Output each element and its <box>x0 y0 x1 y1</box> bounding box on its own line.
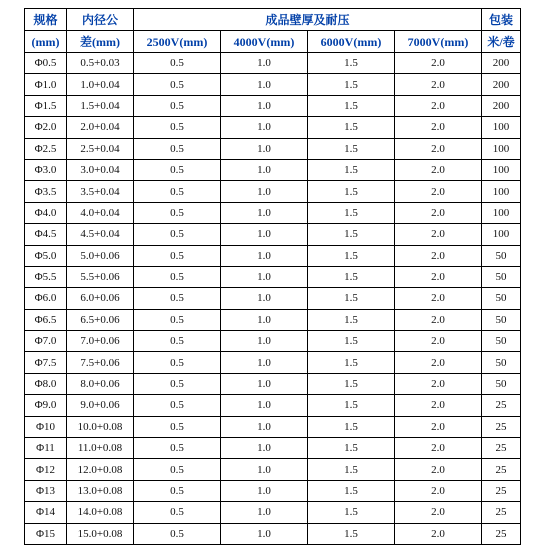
cell-wall-2500: 0.5 <box>134 459 221 480</box>
cell-tolerance: 15.0+0.08 <box>67 523 134 544</box>
cell-wall-4000: 1.0 <box>221 309 308 330</box>
cell-wall-6000: 1.5 <box>308 74 395 95</box>
table-row <box>25 523 521 544</box>
cell-pack: 50 <box>482 266 521 287</box>
cell-wall-6000: 1.5 <box>308 288 395 309</box>
cell-tolerance: 3.5+0.04 <box>67 181 134 202</box>
header-tolerance-top: 内径公 <box>67 9 134 31</box>
header-pack-top: 包装 <box>482 9 521 31</box>
cell-wall-4000: 1.0 <box>221 266 308 287</box>
cell-pack: 100 <box>482 181 521 202</box>
cell-tolerance: 13.0+0.08 <box>67 480 134 501</box>
cell-wall-7000: 2.0 <box>395 159 482 180</box>
cell-spec: Φ9.0 <box>25 395 67 416</box>
cell-wall-7000: 2.0 <box>395 181 482 202</box>
cell-spec: Φ15 <box>25 523 67 544</box>
cell-wall-2500: 0.5 <box>134 53 221 74</box>
cell-wall-2500: 0.5 <box>134 331 221 352</box>
cell-pack: 25 <box>482 502 521 523</box>
cell-tolerance: 12.0+0.08 <box>67 459 134 480</box>
cell-spec: Φ1.0 <box>25 74 67 95</box>
table-row <box>25 309 521 330</box>
spec-table <box>24 8 521 545</box>
cell-spec: Φ3.5 <box>25 181 67 202</box>
cell-wall-6000: 1.5 <box>308 309 395 330</box>
cell-tolerance: 4.5+0.04 <box>67 224 134 245</box>
cell-tolerance: 1.5+0.04 <box>67 95 134 116</box>
cell-pack: 50 <box>482 373 521 394</box>
cell-wall-2500: 0.5 <box>134 181 221 202</box>
cell-wall-7000: 2.0 <box>395 352 482 373</box>
cell-wall-4000: 1.0 <box>221 438 308 459</box>
cell-pack: 200 <box>482 53 521 74</box>
table-row <box>25 373 521 394</box>
table-row <box>25 245 521 266</box>
header-voltage-4000: 4000V(mm) <box>221 31 308 53</box>
cell-wall-7000: 2.0 <box>395 266 482 287</box>
table-row <box>25 480 521 501</box>
table-row <box>25 181 521 202</box>
cell-tolerance: 7.0+0.06 <box>67 331 134 352</box>
cell-wall-4000: 1.0 <box>221 502 308 523</box>
cell-wall-2500: 0.5 <box>134 224 221 245</box>
cell-wall-6000: 1.5 <box>308 138 395 159</box>
cell-wall-4000: 1.0 <box>221 159 308 180</box>
cell-wall-2500: 0.5 <box>134 159 221 180</box>
header-spec-unit: (mm) <box>25 31 67 53</box>
cell-spec: Φ6.0 <box>25 288 67 309</box>
cell-tolerance: 5.0+0.06 <box>67 245 134 266</box>
cell-wall-7000: 2.0 <box>395 459 482 480</box>
cell-wall-7000: 2.0 <box>395 74 482 95</box>
cell-wall-2500: 0.5 <box>134 202 221 223</box>
table-row <box>25 95 521 116</box>
table-row <box>25 266 521 287</box>
cell-wall-4000: 1.0 <box>221 459 308 480</box>
cell-wall-4000: 1.0 <box>221 95 308 116</box>
cell-pack: 100 <box>482 202 521 223</box>
table-row <box>25 288 521 309</box>
table-row <box>25 352 521 373</box>
cell-pack: 100 <box>482 224 521 245</box>
cell-pack: 100 <box>482 159 521 180</box>
cell-pack: 200 <box>482 95 521 116</box>
cell-wall-7000: 2.0 <box>395 395 482 416</box>
header-spec-top: 规格 <box>25 9 67 31</box>
cell-spec: Φ13 <box>25 480 67 501</box>
table-row <box>25 159 521 180</box>
cell-wall-7000: 2.0 <box>395 53 482 74</box>
cell-pack: 50 <box>482 352 521 373</box>
cell-wall-4000: 1.0 <box>221 245 308 266</box>
cell-wall-2500: 0.5 <box>134 352 221 373</box>
cell-wall-2500: 0.5 <box>134 523 221 544</box>
cell-wall-6000: 1.5 <box>308 331 395 352</box>
cell-wall-6000: 1.5 <box>308 416 395 437</box>
cell-spec: Φ5.5 <box>25 266 67 287</box>
table-header <box>25 9 521 53</box>
header-voltage-7000: 7000V(mm) <box>395 31 482 53</box>
cell-wall-7000: 2.0 <box>395 480 482 501</box>
cell-wall-4000: 1.0 <box>221 202 308 223</box>
cell-spec: Φ2.0 <box>25 117 67 138</box>
cell-tolerance: 0.5+0.03 <box>67 53 134 74</box>
cell-spec: Φ14 <box>25 502 67 523</box>
cell-wall-2500: 0.5 <box>134 480 221 501</box>
cell-pack: 25 <box>482 480 521 501</box>
header-wall-title: 成品壁厚及耐压 <box>134 9 482 31</box>
cell-pack: 50 <box>482 331 521 352</box>
cell-wall-4000: 1.0 <box>221 523 308 544</box>
cell-tolerance: 8.0+0.06 <box>67 373 134 394</box>
cell-wall-7000: 2.0 <box>395 202 482 223</box>
cell-spec: Φ8.0 <box>25 373 67 394</box>
cell-wall-4000: 1.0 <box>221 288 308 309</box>
table-row <box>25 202 521 223</box>
cell-tolerance: 4.0+0.04 <box>67 202 134 223</box>
table-row <box>25 502 521 523</box>
cell-wall-2500: 0.5 <box>134 74 221 95</box>
spec-table-container <box>24 8 521 545</box>
cell-wall-2500: 0.5 <box>134 395 221 416</box>
cell-wall-6000: 1.5 <box>308 117 395 138</box>
cell-wall-7000: 2.0 <box>395 95 482 116</box>
cell-wall-4000: 1.0 <box>221 117 308 138</box>
header-voltage-2500: 2500V(mm) <box>134 31 221 53</box>
cell-tolerance: 2.5+0.04 <box>67 138 134 159</box>
table-row <box>25 138 521 159</box>
cell-wall-6000: 1.5 <box>308 245 395 266</box>
cell-wall-4000: 1.0 <box>221 480 308 501</box>
cell-wall-6000: 1.5 <box>308 202 395 223</box>
cell-wall-4000: 1.0 <box>221 352 308 373</box>
cell-spec: Φ6.5 <box>25 309 67 330</box>
cell-wall-7000: 2.0 <box>395 502 482 523</box>
table-row <box>25 117 521 138</box>
cell-wall-2500: 0.5 <box>134 502 221 523</box>
cell-wall-2500: 0.5 <box>134 373 221 394</box>
cell-spec: Φ0.5 <box>25 53 67 74</box>
cell-pack: 50 <box>482 288 521 309</box>
cell-wall-6000: 1.5 <box>308 459 395 480</box>
cell-wall-6000: 1.5 <box>308 502 395 523</box>
cell-wall-7000: 2.0 <box>395 416 482 437</box>
table-body <box>25 53 521 545</box>
cell-wall-4000: 1.0 <box>221 138 308 159</box>
cell-tolerance: 9.0+0.06 <box>67 395 134 416</box>
cell-wall-6000: 1.5 <box>308 373 395 394</box>
table-row <box>25 416 521 437</box>
cell-tolerance: 6.0+0.06 <box>67 288 134 309</box>
cell-wall-7000: 2.0 <box>395 438 482 459</box>
cell-spec: Φ5.0 <box>25 245 67 266</box>
cell-pack: 25 <box>482 395 521 416</box>
cell-wall-7000: 2.0 <box>395 245 482 266</box>
cell-wall-2500: 0.5 <box>134 416 221 437</box>
cell-wall-6000: 1.5 <box>308 224 395 245</box>
cell-pack: 25 <box>482 459 521 480</box>
cell-tolerance: 14.0+0.08 <box>67 502 134 523</box>
cell-tolerance: 6.5+0.06 <box>67 309 134 330</box>
cell-wall-2500: 0.5 <box>134 288 221 309</box>
cell-wall-6000: 1.5 <box>308 352 395 373</box>
cell-wall-2500: 0.5 <box>134 138 221 159</box>
cell-wall-7000: 2.0 <box>395 117 482 138</box>
table-row <box>25 74 521 95</box>
cell-wall-6000: 1.5 <box>308 438 395 459</box>
cell-tolerance: 2.0+0.04 <box>67 117 134 138</box>
cell-wall-7000: 2.0 <box>395 373 482 394</box>
table-row <box>25 224 521 245</box>
cell-tolerance: 5.5+0.06 <box>67 266 134 287</box>
cell-spec: Φ1.5 <box>25 95 67 116</box>
cell-wall-6000: 1.5 <box>308 53 395 74</box>
cell-spec: Φ11 <box>25 438 67 459</box>
header-tolerance-unit: 差(mm) <box>67 31 134 53</box>
cell-wall-6000: 1.5 <box>308 266 395 287</box>
cell-pack: 25 <box>482 438 521 459</box>
cell-wall-2500: 0.5 <box>134 266 221 287</box>
cell-pack: 25 <box>482 523 521 544</box>
cell-pack: 50 <box>482 309 521 330</box>
cell-wall-7000: 2.0 <box>395 309 482 330</box>
cell-pack: 25 <box>482 416 521 437</box>
cell-wall-4000: 1.0 <box>221 53 308 74</box>
cell-wall-6000: 1.5 <box>308 523 395 544</box>
table-row <box>25 331 521 352</box>
cell-wall-6000: 1.5 <box>308 181 395 202</box>
cell-wall-7000: 2.0 <box>395 138 482 159</box>
cell-tolerance: 7.5+0.06 <box>67 352 134 373</box>
table-row <box>25 438 521 459</box>
cell-spec: Φ7.5 <box>25 352 67 373</box>
cell-wall-4000: 1.0 <box>221 416 308 437</box>
header-voltage-6000: 6000V(mm) <box>308 31 395 53</box>
cell-tolerance: 11.0+0.08 <box>67 438 134 459</box>
cell-spec: Φ10 <box>25 416 67 437</box>
cell-wall-2500: 0.5 <box>134 438 221 459</box>
cell-tolerance: 1.0+0.04 <box>67 74 134 95</box>
cell-wall-2500: 0.5 <box>134 245 221 266</box>
cell-pack: 50 <box>482 245 521 266</box>
cell-spec: Φ12 <box>25 459 67 480</box>
cell-pack: 100 <box>482 138 521 159</box>
cell-wall-2500: 0.5 <box>134 117 221 138</box>
cell-wall-4000: 1.0 <box>221 181 308 202</box>
cell-spec: Φ7.0 <box>25 331 67 352</box>
table-row <box>25 459 521 480</box>
cell-spec: Φ3.0 <box>25 159 67 180</box>
cell-spec: Φ4.0 <box>25 202 67 223</box>
cell-wall-6000: 1.5 <box>308 95 395 116</box>
cell-wall-4000: 1.0 <box>221 74 308 95</box>
cell-wall-6000: 1.5 <box>308 480 395 501</box>
cell-wall-6000: 1.5 <box>308 395 395 416</box>
table-row <box>25 53 521 74</box>
cell-wall-7000: 2.0 <box>395 288 482 309</box>
cell-wall-4000: 1.0 <box>221 224 308 245</box>
cell-wall-2500: 0.5 <box>134 95 221 116</box>
header-pack-unit: 米/卷 <box>482 31 521 53</box>
cell-wall-4000: 1.0 <box>221 395 308 416</box>
cell-wall-7000: 2.0 <box>395 331 482 352</box>
cell-wall-7000: 2.0 <box>395 224 482 245</box>
cell-wall-4000: 1.0 <box>221 331 308 352</box>
cell-pack: 200 <box>482 74 521 95</box>
cell-wall-2500: 0.5 <box>134 309 221 330</box>
cell-wall-7000: 2.0 <box>395 523 482 544</box>
cell-wall-6000: 1.5 <box>308 159 395 180</box>
cell-spec: Φ2.5 <box>25 138 67 159</box>
cell-spec: Φ4.5 <box>25 224 67 245</box>
cell-tolerance: 3.0+0.04 <box>67 159 134 180</box>
cell-tolerance: 10.0+0.08 <box>67 416 134 437</box>
table-row <box>25 395 521 416</box>
cell-pack: 100 <box>482 117 521 138</box>
cell-wall-4000: 1.0 <box>221 373 308 394</box>
